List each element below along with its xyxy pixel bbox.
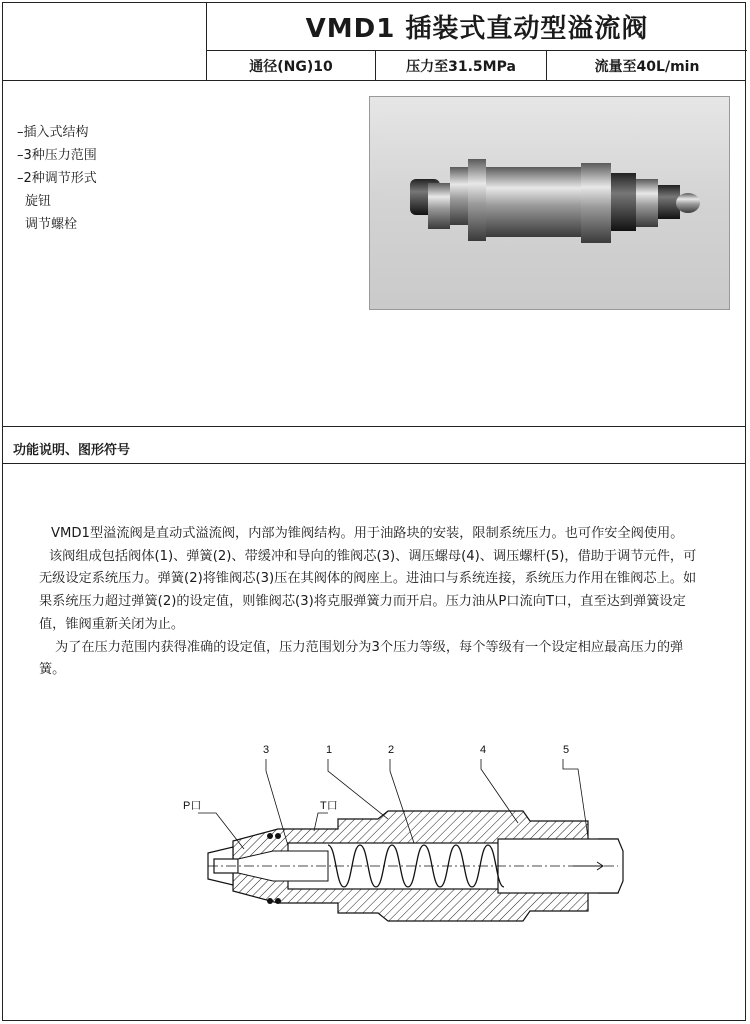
spec-nominal-size: 通径(NG)10 [207, 51, 376, 81]
spec-row [207, 50, 747, 81]
feature-item: –3种压力范围 [17, 148, 97, 163]
callout-3: 3 [263, 744, 270, 756]
description-paragraph: 该阀组成包括阀体(1)、弹簧(2)、带缓冲和导向的锥阀芯(3)、调压螺母(4)、调压螺杆(5)，借助于调节元件，可无级设定系统压力。弹簧(2)将锥阀芯(3)压在其阀体的阀座上。进油口与系统连接，系统压力作用在锥阀芯上。如果系统压力超过弹簧(2)的设定值，则锥阀芯(3)将克服弹簧力而开启。压力油从P口流向T口，直至达到弹簧设定值，锥阀重新关闭为止。 [39, 548, 697, 632]
callout-5: 5 [563, 744, 570, 756]
callout-4: 4 [480, 744, 487, 756]
header-blank-cell [3, 3, 207, 80]
cross-section-diagram [178, 741, 638, 991]
port-p-label: P口 [183, 800, 202, 812]
function-description [39, 523, 704, 682]
page-title: VMD1 插装式直动型溢流阀 [305, 14, 649, 44]
port-t-label: T口 [320, 800, 338, 812]
feature-list [17, 121, 97, 236]
divider [3, 426, 745, 427]
callout-1: 1 [326, 744, 333, 756]
feature-item: 旋钮 [25, 194, 52, 209]
description-paragraph: 为了在压力范围内获得准确的设定值，压力范围划分为3个压力等级，每个等级有一个设定相应最高压力的弹簧。 [39, 639, 684, 678]
feature-item: –2种调节形式 [17, 171, 97, 186]
description-paragraph: VMD1型溢流阀是直动式溢流阀，内部为锥阀结构。用于油路块的安装，限制系统压力。也可作安全阀使用。 [51, 526, 684, 541]
feature-item: 调节螺栓 [25, 217, 78, 232]
divider [3, 463, 745, 464]
divider [3, 80, 745, 81]
section-heading: 功能说明、图形符号 [13, 443, 131, 458]
callout-2: 2 [388, 744, 395, 756]
feature-item: –插入式结构 [17, 125, 89, 140]
datasheet-frame [2, 2, 746, 1021]
spec-flow: 流量至40L/min [594, 59, 700, 75]
product-photo [369, 96, 730, 310]
spec-pressure: 压力至31.5MPa [376, 51, 547, 81]
